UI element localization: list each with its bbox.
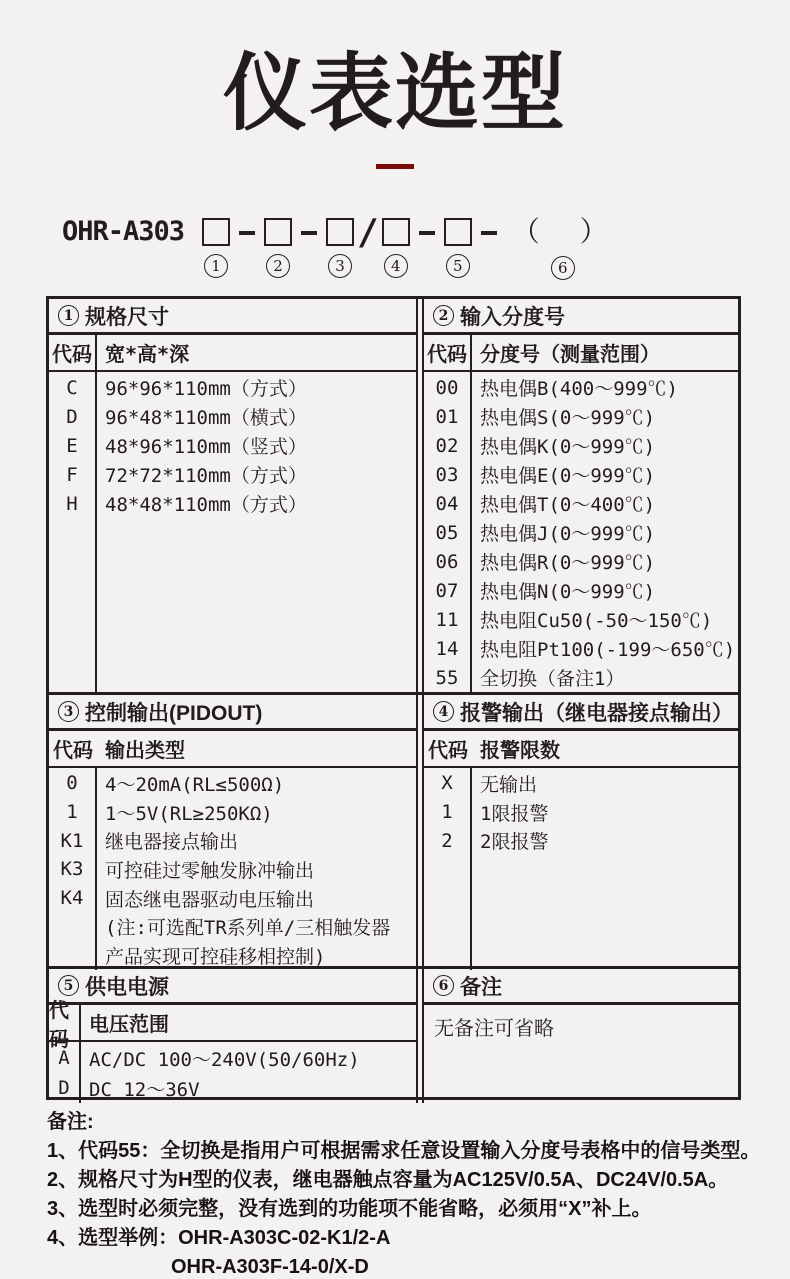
- column-header-row: [424, 731, 738, 768]
- section-remark: [422, 969, 738, 1103]
- model-slot-4: [382, 216, 410, 278]
- desc-cell: 48*96*110mm（竖式）: [105, 436, 307, 458]
- accent-divider: [376, 164, 414, 169]
- section-rows: [49, 1042, 416, 1103]
- desc-column: [81, 1042, 416, 1103]
- section-alarm-output-header: [424, 695, 738, 731]
- section-rows: [49, 768, 416, 970]
- table-band-1: [49, 299, 738, 692]
- desc-column: [97, 372, 416, 692]
- column-header-row: [49, 335, 416, 372]
- slot-number-1: 1: [204, 254, 228, 278]
- section-number-icon: 5: [58, 975, 79, 996]
- slot-number-6: 6: [551, 256, 575, 280]
- desc-cell: 可控硅过零触发脉冲输出: [105, 859, 315, 882]
- section-power-supply: [49, 969, 418, 1103]
- desc-cell: 产品实现可控硅移相控制): [105, 945, 326, 968]
- desc-cell: 热电偶R(0～999℃): [480, 552, 656, 574]
- separator-dash: [301, 231, 317, 235]
- desc-cell: 热电阻Cu50(-50～150℃): [480, 610, 713, 632]
- desc-cell: 热电偶S(0～999℃): [480, 407, 656, 429]
- desc-column: [472, 372, 738, 692]
- code-cell: 02: [435, 434, 459, 457]
- section-title: 输入分度号: [460, 305, 565, 329]
- desc-cell: 热电偶N(0～999℃): [480, 581, 656, 603]
- slot-number-5: 5: [446, 254, 470, 278]
- model-slot-3: [326, 216, 354, 278]
- remark-text: 无备注可省略: [434, 1016, 554, 1040]
- footnote-item-3: 3、选型时必须完整，没有选到的功能项不能省略，必须用“X”补上。: [47, 1198, 652, 1220]
- section-number-icon: 2: [433, 305, 454, 326]
- column-header-row: [424, 335, 738, 372]
- section-spec-size: [49, 299, 418, 692]
- code-cell: 00: [435, 376, 459, 399]
- model-parentheses: （ ）: [511, 215, 614, 248]
- column-header-desc: 输出类型: [105, 738, 185, 762]
- model-code-diagram: [62, 212, 616, 280]
- separator-dash: [419, 231, 435, 235]
- code-cell: 01: [435, 405, 459, 428]
- section-title: 控制输出(PIDOUT): [85, 701, 263, 725]
- code-cell: 05: [435, 521, 459, 544]
- section-title: 备注: [460, 975, 502, 999]
- desc-column: [472, 768, 738, 970]
- section-rows: [49, 372, 416, 692]
- desc-cell: 2限报警: [480, 831, 549, 854]
- desc-cell: DC 12～36V: [89, 1078, 200, 1101]
- code-cell: 55: [435, 666, 459, 689]
- column-header-code: 代码: [428, 738, 468, 762]
- desc-column: [97, 768, 416, 970]
- section-alarm-output: [422, 695, 738, 970]
- footnote-example-2: OHR-A303F-14-0/X-D: [171, 1256, 369, 1278]
- code-cell: K1: [60, 829, 84, 852]
- desc-cell: 无输出: [480, 773, 538, 796]
- code-cell: 1: [66, 801, 78, 824]
- section-rows: [424, 768, 738, 970]
- desc-cell: 热电偶K(0～999℃): [480, 436, 656, 458]
- section-number-icon: 3: [58, 701, 79, 722]
- code-cell: D: [58, 1077, 70, 1099]
- code-cell: K4: [60, 887, 84, 910]
- table-band-2: [49, 692, 738, 966]
- code-column: [424, 372, 472, 692]
- desc-cell: 72*72*110mm（方式）: [105, 465, 307, 487]
- code-cell: 06: [435, 550, 459, 573]
- column-header-code: 代码: [53, 738, 93, 762]
- page-title: 仪表选型: [222, 46, 567, 140]
- code-cell: 0: [66, 772, 78, 795]
- section-number-icon: 6: [433, 975, 454, 996]
- separator-dash: [239, 231, 255, 235]
- section-power-supply-header: [49, 969, 416, 1005]
- desc-cell: 继电器接点输出: [105, 831, 239, 854]
- model-slot-6: [512, 216, 614, 280]
- desc-cell: 固态继电器驱动电压输出: [105, 888, 315, 911]
- code-cell: 03: [435, 463, 459, 486]
- desc-cell: 全切换（备注1）: [480, 668, 625, 690]
- column-header-desc: 宽*高*深: [105, 342, 190, 366]
- desc-cell: 48*48*110mm（方式）: [105, 494, 307, 516]
- model-box-4: [382, 218, 410, 246]
- code-cell: 1: [441, 801, 453, 824]
- desc-cell: 热电偶J(0～999℃): [480, 523, 656, 545]
- desc-cell: 96*48*110mm（横式）: [105, 407, 307, 429]
- section-title: 报警输出（继电器接点输出）: [460, 701, 733, 725]
- model-prefix: OHR-A303: [62, 216, 185, 247]
- section-number-icon: 4: [433, 701, 454, 722]
- model-slot-5: [444, 216, 472, 278]
- table-band-3: [49, 966, 738, 1101]
- desc-cell: 热电偶T(0～400℃): [480, 494, 656, 516]
- model-box-5: [444, 218, 472, 246]
- separator-dash: [481, 231, 497, 235]
- footnote-item-4: 4、选型举例：OHR-A303C-02-K1/2-A: [47, 1227, 391, 1249]
- code-cell: 2: [441, 829, 453, 852]
- section-spec-size-header: [49, 299, 416, 335]
- model-box-2: [264, 218, 292, 246]
- footnotes-heading: 备注:: [47, 1111, 94, 1133]
- desc-cell: 热电偶E(0～999℃): [480, 465, 656, 487]
- footnote-item-1: 1、代码55：全切换是指用户可根据需求任意设置输入分度号表格中的信号类型。: [47, 1140, 761, 1162]
- code-column: [49, 768, 97, 970]
- code-cell: D: [66, 405, 78, 428]
- code-column: [49, 372, 97, 692]
- desc-cell: AC/DC 100～240V(50/60Hz): [89, 1048, 360, 1071]
- desc-cell: 1～5V(RL≥250KΩ): [105, 802, 273, 825]
- code-cell: A: [58, 1047, 70, 1069]
- model-box-1: [202, 218, 230, 246]
- column-header-desc: 分度号（测量范围）: [480, 342, 660, 366]
- section-control-output: [49, 695, 418, 970]
- column-header-code: 代码: [49, 1005, 81, 1040]
- slot-number-2: 2: [266, 254, 290, 278]
- model-slot-2: [264, 216, 292, 278]
- code-cell: C: [66, 376, 78, 399]
- column-header-desc: 电压范围: [89, 1012, 169, 1036]
- code-cell: X: [441, 772, 453, 795]
- slot-number-4: 4: [384, 254, 408, 278]
- code-cell: 11: [435, 608, 459, 631]
- model-slot-1: [202, 216, 230, 278]
- desc-cell: (注:可选配TR系列单/三相触发器: [105, 917, 391, 940]
- code-cell: E: [66, 434, 78, 457]
- desc-cell: 1限报警: [480, 802, 549, 825]
- code-cell: 07: [435, 579, 459, 602]
- column-header-code: 代码: [424, 335, 472, 370]
- section-input-range-header: [424, 299, 738, 335]
- slot-number-3: 3: [328, 254, 352, 278]
- section-input-range: [422, 299, 738, 692]
- desc-cell: 96*96*110mm（方式）: [105, 378, 307, 400]
- column-header-desc: 报警限数: [480, 738, 560, 762]
- column-header-row: [49, 731, 416, 768]
- code-cell: 14: [435, 637, 459, 660]
- desc-cell: 热电阻Pt100(-199～650℃): [480, 639, 736, 661]
- section-rows: [424, 372, 738, 692]
- code-cell: F: [66, 463, 78, 486]
- column-header-code: 代码: [49, 335, 97, 370]
- section-remark-header: [424, 969, 738, 1005]
- code-column: [49, 1042, 81, 1103]
- column-header-row: [49, 997, 416, 1051]
- model-box-3: [326, 218, 354, 246]
- section-title: 规格尺寸: [85, 305, 169, 329]
- footnotes: [47, 1108, 771, 1279]
- desc-cell: 4～20mA(RL≤500Ω): [105, 773, 285, 796]
- code-cell: K3: [60, 858, 84, 881]
- separator-slash: /: [357, 212, 379, 253]
- section-title: 供电电源: [85, 975, 169, 999]
- selection-table: [46, 296, 741, 1100]
- footnote-item-2: 2、规格尺寸为H型的仪表，继电器触点容量为AC125V/0.5A、DC24V/0.5A。: [47, 1169, 729, 1191]
- code-cell: H: [66, 492, 78, 515]
- desc-cell: 热电偶B(400～999℃): [480, 378, 678, 400]
- code-cell: 04: [435, 492, 459, 515]
- code-column: [424, 768, 472, 970]
- section-number-icon: 1: [58, 305, 79, 326]
- section-control-output-header: [49, 695, 416, 731]
